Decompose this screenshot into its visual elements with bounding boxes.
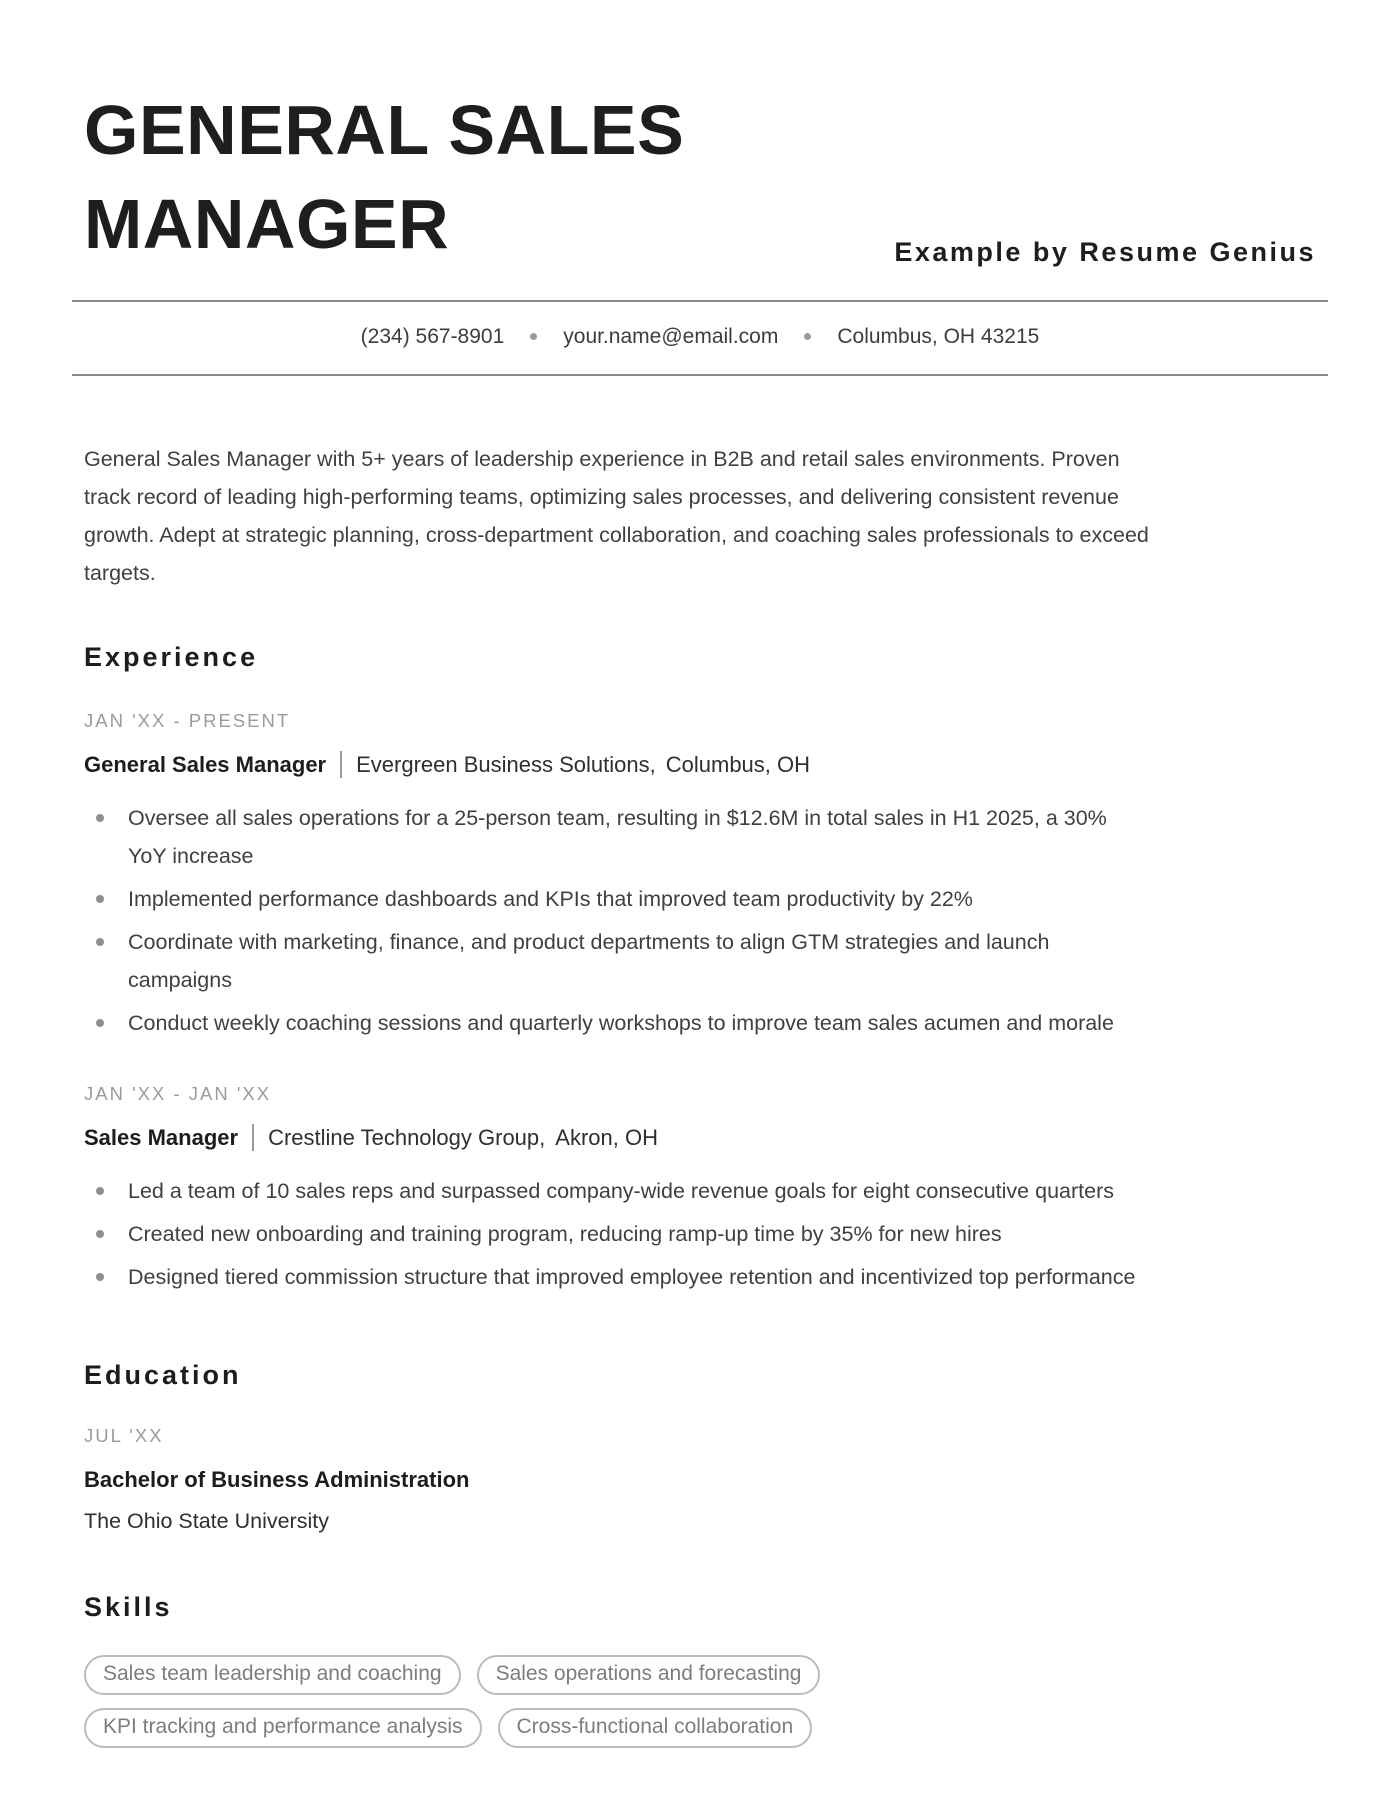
vertical-bar-separator	[252, 1124, 254, 1151]
job-location: Columbus, OH	[665, 751, 811, 777]
header	[72, 84, 1328, 272]
education-degree: Bachelor of Business Administration	[84, 1466, 470, 1492]
job-company: Crestline Technology Group,	[268, 1124, 546, 1150]
job-title: Sales Manager	[84, 1124, 239, 1150]
education-school: The Ohio State University	[84, 1508, 329, 1533]
skill-pill: Sales operations and forecasting	[477, 1655, 821, 1695]
job-bullet: Implemented performance dashboards and KPIs that improved team productivity by 22%	[84, 880, 1150, 918]
job-bullet: Conduct weekly coaching sessions and quarterly workshops to improve team sales acumen and morale	[84, 1004, 1150, 1042]
job-bullet: Designed tiered commission structure that improved employee retention and incentivized top performance	[84, 1258, 1150, 1296]
experience-entry	[72, 1083, 1328, 1296]
section-heading-skills: Skills	[84, 1591, 173, 1622]
job-dates: JAN 'XX - JAN 'XX	[84, 1082, 272, 1104]
dot-separator-icon	[804, 333, 811, 340]
job-heading	[72, 751, 1328, 778]
summary-paragraph: General Sales Manager with 5+ years of leadership experience in B2B and retail sales environments. Proven track record of leading high-performing teams, optimizing sales processes, and delivering consistent revenue growth. Adept at strategic planning, cross-department collaboration, and coaching sales professionals to exceed targets.	[84, 446, 1149, 585]
contact-location: Columbus, OH 43215	[837, 324, 1040, 348]
skill-pill: Cross-functional collaboration	[498, 1708, 813, 1748]
job-bullet-list	[72, 799, 1162, 1042]
education-entry	[72, 1425, 1328, 1534]
education-dates: JUL 'XX	[84, 1424, 164, 1446]
job-title: General Sales Manager	[84, 751, 327, 777]
skill-pill: Sales team leadership and coaching	[84, 1655, 461, 1695]
job-bullet: Created new onboarding and training program, reducing ramp-up time by 35% for new hires	[84, 1215, 1150, 1253]
job-bullet: Oversee all sales operations for a 25-person team, resulting in $12.6M in total sales in H1 2025, a 30% YoY increase	[84, 799, 1150, 875]
contact-email: your.name@email.com	[563, 324, 779, 348]
divider-bottom	[72, 374, 1328, 376]
tagline: Example by Resume Genius	[894, 236, 1316, 267]
skills-pill-list	[72, 1655, 872, 1748]
job-company: Evergreen Business Solutions,	[356, 751, 656, 777]
skill-pill: KPI tracking and performance analysis	[84, 1708, 482, 1748]
job-heading	[72, 1124, 1328, 1151]
job-bullet-list	[72, 1172, 1162, 1296]
contact-phone: (234) 567-8901	[360, 324, 505, 348]
vertical-bar-separator	[340, 751, 342, 778]
contact-bar	[72, 302, 1328, 374]
job-dates: JAN 'XX - PRESENT	[84, 709, 291, 731]
section-heading-experience: Experience	[84, 641, 259, 672]
job-bullet: Led a team of 10 sales reps and surpassed company-wide revenue goals for eight consecutive quarters	[84, 1172, 1150, 1210]
experience-entry	[72, 710, 1328, 1042]
job-location: Akron, OH	[555, 1124, 658, 1150]
resume-title: GENERAL SALES MANAGER	[84, 91, 685, 263]
job-bullet: Coordinate with marketing, finance, and product departments to align GTM strategies and launch campaigns	[84, 923, 1150, 999]
dot-separator-icon	[530, 333, 537, 340]
section-heading-education: Education	[84, 1359, 242, 1390]
